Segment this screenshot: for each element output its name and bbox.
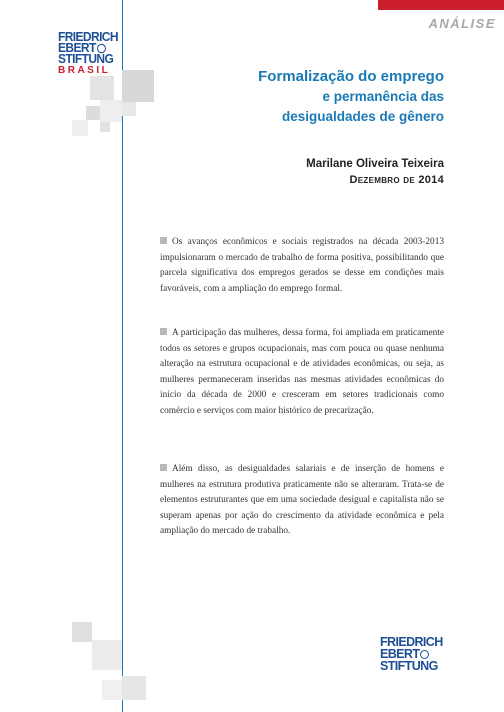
logo-word-1: FRIEDRICH <box>380 635 443 649</box>
logo-word-2: EBERT <box>58 43 124 55</box>
deco-square <box>90 76 114 100</box>
document-title <box>258 66 444 127</box>
header-accent-bar <box>378 0 504 10</box>
summary-paragraph-1 <box>160 235 444 297</box>
paragraph-text: A participação das mulheres, dessa forma, foi ampliada em praticamente todos os setores e grupos ocupacionais, mas com pouca ou quase nenhuma alteração na estrutura ocupacional e de atividades econômicas, ou seja, as mulheres permaneceram inseridas nas mesmas atividades econômicas do início da década de 2000 e cresceram em setores tradicionais como comércio e serviços com maior histórico de precarização. <box>160 328 444 416</box>
globe-icon <box>420 650 429 659</box>
summary-paragraph-2 <box>160 326 444 419</box>
deco-square <box>122 102 136 116</box>
deco-square <box>72 622 92 642</box>
deco-square <box>72 120 88 136</box>
deco-square <box>100 100 122 122</box>
square-bullet-icon <box>160 328 167 335</box>
fes-logo-top <box>58 29 124 76</box>
logo-country: BRASIL <box>58 65 111 76</box>
logo-word-1: FRIEDRICH <box>58 29 118 45</box>
publication-date: Dezembro de 2014 <box>349 174 444 186</box>
section-label: ANÁLISE <box>428 16 496 31</box>
deco-square <box>122 676 146 700</box>
deco-square <box>122 70 154 102</box>
square-bullet-icon <box>160 464 167 471</box>
title-line-3: desigualdades de gênero <box>281 109 444 124</box>
summary-paragraph-3 <box>160 462 444 540</box>
deco-square <box>92 640 122 670</box>
fes-logo-bottom <box>380 636 450 672</box>
author-block <box>306 156 444 188</box>
title-line-2: e permanência das <box>322 89 444 104</box>
logo-word-3: STIFTUNG <box>380 659 438 673</box>
deco-square <box>100 122 110 132</box>
deco-square <box>102 680 122 700</box>
author-name: Marilane Oliveira Teixeira <box>306 158 444 170</box>
square-bullet-icon <box>160 237 167 244</box>
logo-word-2: EBERT <box>380 648 450 660</box>
title-line-1: Formalização do emprego <box>258 68 444 85</box>
paragraph-text: Além disso, as desigualdades salariais e de inserção de homens e mulheres na estrutura produtiva praticamente não se alteraram. Trata-se de elementos estruturantes que em uma sociedade desigual e capitalista não se superam apenas por ação do crescimento da atividade econômica e pela ampliação do mercado de trabalho. <box>160 464 444 536</box>
logo-word-3: STIFTUNG <box>58 51 114 67</box>
deco-square <box>86 106 100 120</box>
paragraph-text: Os avanços econômicos e sociais registrados na década 2003-2013 impulsionaram o mercado de trabalho de forma positiva, possibilitando que parcela significativa dos empregos gerados se desse em condições mais favoráveis, com a ampliação do emprego formal. <box>160 237 444 294</box>
